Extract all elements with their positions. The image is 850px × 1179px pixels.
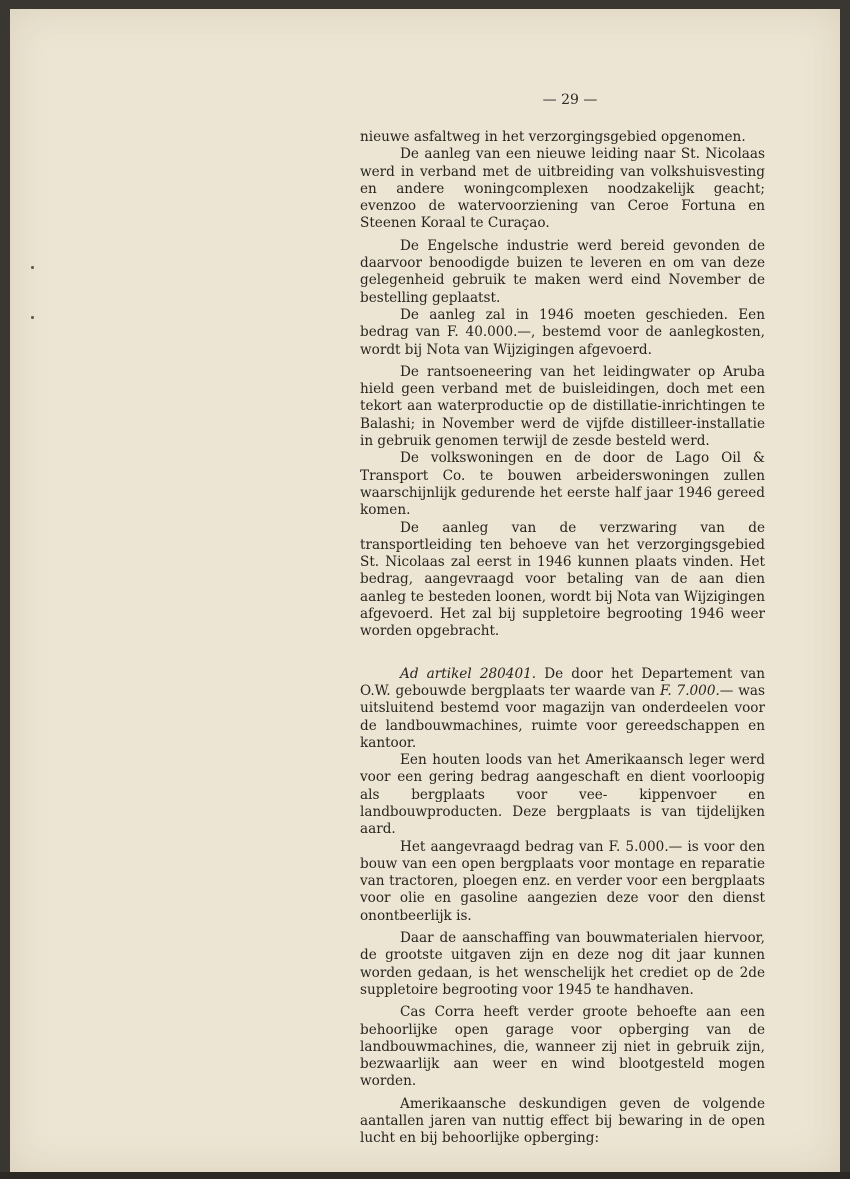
- paragraph: Amerikaansche deskundigen geven de volgende aantallen jaren van nuttig effect bij bewaring in de open lucht en bij behoorlijke opberging:: [360, 1095, 765, 1147]
- paragraph: De aanleg van de verzwaring van de transportleiding ten behoeve van het verzorgingsgebied St. Nicolaas zal eerst in 1946 kunnen plaats vinden. Het bedrag, aangevraagd voor betaling van de aan dien aanleg te besteden loonen, wordt bij Nota van Wijzigingen afgevoerd. Het zal bij suppletoire begrooting 1946 weer worden opgebracht.: [360, 519, 765, 640]
- paragraph: Een houten loods van het Amerikaansch leger werd voor een gering bedrag aangeschaft en dient voorloopig als bergplaats voor vee- kippenvoer en landbouwproducten. Deze bergplaats is van tijdelijken aard.: [360, 752, 765, 838]
- article-heading: Ad artikel 280401.: [400, 665, 537, 682]
- page-number: — 29 —: [542, 92, 598, 108]
- section-paragraph: [360, 666, 765, 752]
- paragraph: De Engelsche industrie werd bereid gevonden de daarvoor benoodigde buizen te leveren en om van deze gelegenheid gebruik te maken werd eind November de bestelling geplaatst.: [360, 237, 765, 306]
- paragraph-text: De door het Departement van O.W. gebouwde bergplaats ter waarde van: [360, 665, 765, 699]
- scan-edge: [0, 1172, 850, 1179]
- paragraph-text: — was uitsluitend bestemd voor magazijn van onderdeelen voor de landbouwmachines, ruimte voor gereedschappen en kantoor.: [360, 682, 766, 751]
- margin-speck: [31, 266, 34, 269]
- paragraph: De rantsoeneering van het leidingwater op Aruba hield geen verband met de buisleidingen, doch met een tekort aan waterproductie op de distillatie-inrichtingen te Balashi; in November werd de vijfde distilleer-installatie in gebruik genomen terwijl de zesde besteld werd.: [360, 363, 765, 450]
- body-text: [360, 129, 765, 1148]
- amount: F. 7.000.: [660, 682, 720, 699]
- margin-speck: [31, 316, 34, 319]
- paragraph: Daar de aanschaffing van bouwmaterialen hiervoor, de grootste uitgaven zijn en deze nog dit jaar kunnen worden gedaan, is het wenschelijk het crediet op de 2de suppletoire begrooting voor 1945 te handhaven.: [360, 930, 765, 998]
- paragraph: De aanleg zal in 1946 moeten geschieden. Een bedrag van F. 40.000.—, bestemd voor de aanlegkosten, wordt bij Nota van Wijzigingen afgevoerd.: [360, 306, 765, 358]
- paragraph: Cas Corra heeft verder groote behoefte aan een behoorlijke open garage voor opberging van de landbouwmachines, die, wanneer zij niet in gebruik zijn, bezwaarlijk aan weer en wind blootgesteld mogen worden.: [360, 1004, 765, 1090]
- paragraph: Het aangevraagd bedrag van F. 5.000.— is voor den bouw van een open bergplaats voor montage en reparatie van tractoren, ploegen enz. en verder voor een bergplaats voor olie en gasoline aangezien deze voor den dienst onontbeerlijk is.: [360, 838, 765, 924]
- paragraph: nieuwe asfaltweg in het verzorgingsgebied opgenomen.: [360, 129, 746, 145]
- paragraph: De aanleg van een nieuwe leiding naar St. Nicolaas werd in verband met de uitbreiding van volkshuisvesting en andere woningcomplexen noodzakelijk geacht; evenzoo de watervoorziening van Ceroe Fortuna en Steenen Koraal te Curaçao.: [360, 146, 765, 232]
- paragraph: De volkswoningen en de door de Lago Oil & Transport Co. te bouwen arbeiderswoningen zullen waarschijnlijk gedurende het eerste half jaar 1946 gereed komen.: [360, 450, 765, 519]
